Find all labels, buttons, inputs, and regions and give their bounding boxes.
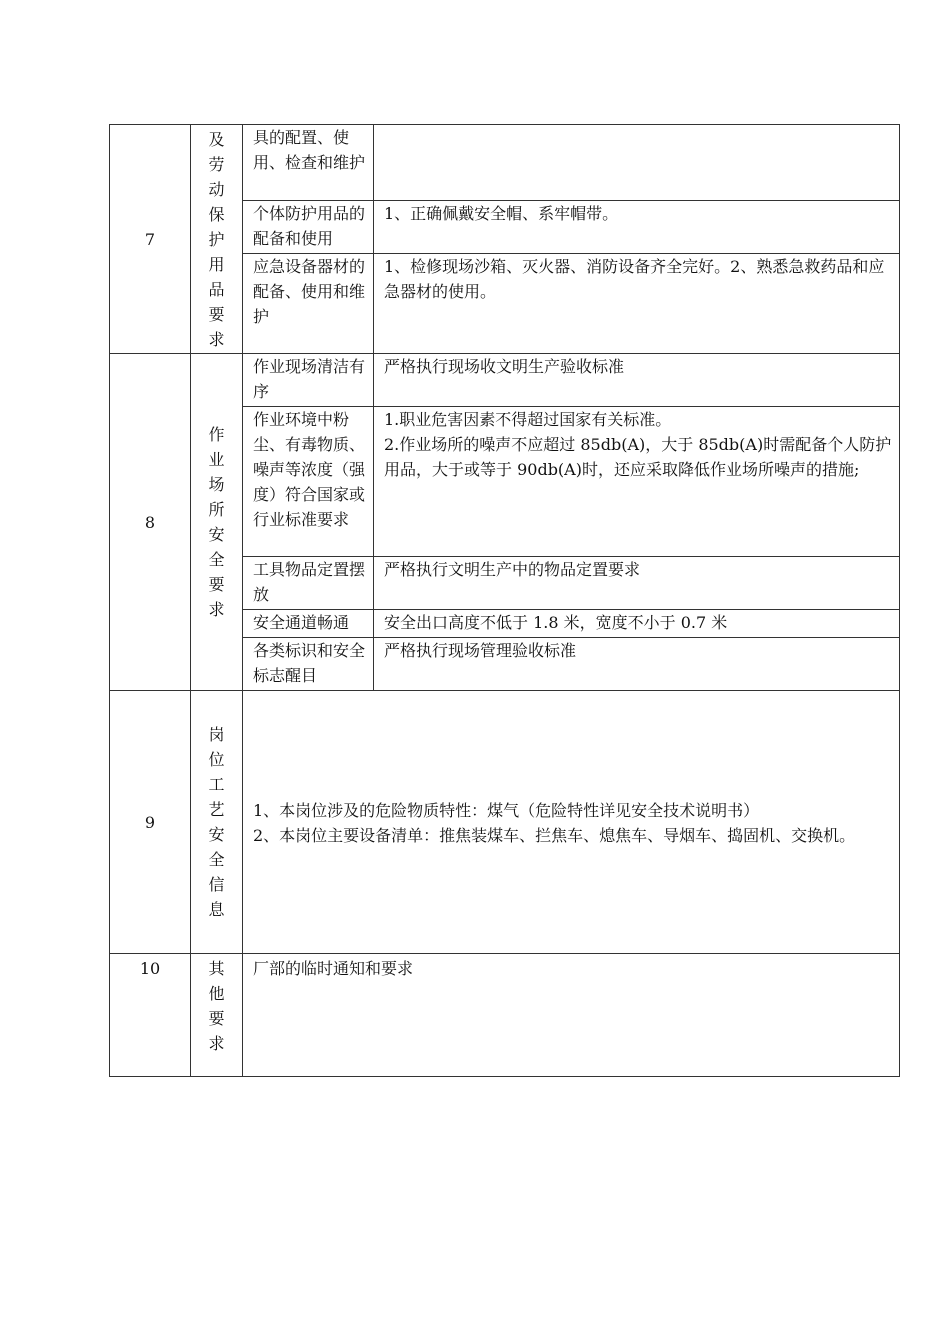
item-cell: 个体防护用品的配备和使用 (243, 201, 374, 254)
item-cell: 工具物品定置摆放 (243, 557, 374, 610)
table-row (110, 691, 900, 954)
item-cell: 安全通道畅通 (243, 610, 374, 638)
category-cell (191, 125, 243, 354)
item-cell: 作业现场清洁有序 (243, 354, 374, 407)
row-number: 8 (110, 354, 191, 691)
content-cell: 1、正确佩戴安全帽、系牢帽带。 (374, 201, 900, 254)
category-cell (191, 954, 243, 1077)
content-cell: 严格执行文明生产中的物品定置要求 (374, 557, 900, 610)
category-label: 作业场所安全要求 (208, 425, 225, 619)
content-cell: 1、检修现场沙箱、灭火器、消防设备齐全完好。2、熟悉急救药品和应急器材的使用。 (374, 254, 900, 354)
content-cell: 严格执行现场管理验收标准 (374, 638, 900, 691)
content-line: 2、本岗位主要设备清单：推焦装煤车、拦焦车、熄焦车、导烟车、捣固机、交换机。 (253, 826, 856, 845)
category-label: 其他要求 (208, 959, 225, 1053)
content-cell (243, 691, 900, 954)
item-cell: 作业环境中粉尘、有毒物质、噪声等浓度（强度）符合国家或行业标准要求 (243, 407, 374, 557)
category-label: 岗位工艺安全信息 (208, 725, 225, 919)
item-cell: 具的配置、使用、检查和维护 (243, 125, 374, 201)
content-cell (374, 125, 900, 201)
category-cell (191, 691, 243, 954)
row-number: 10 (110, 954, 191, 1077)
row-number: 7 (110, 125, 191, 354)
category-cell (191, 354, 243, 691)
row-number: 9 (110, 691, 191, 954)
content-line: 1、本岗位涉及的危险物质特性：煤气（危险特性详见安全技术说明书） (253, 801, 760, 820)
content-cell: 严格执行现场收文明生产验收标准 (374, 354, 900, 407)
content-cell (374, 407, 900, 557)
table-row (110, 125, 900, 201)
content-cell: 厂部的临时通知和要求 (243, 954, 900, 1077)
content-line: 1.职业危害因素不得超过国家有关标准。 (384, 410, 672, 429)
content-cell: 安全出口高度不低于 1.8 米，宽度不小于 0.7 米 (374, 610, 900, 638)
category-label: 及劳动保护用品要求 (208, 129, 225, 349)
item-cell: 各类标识和安全标志醒目 (243, 638, 374, 691)
table-row (110, 354, 900, 407)
safety-requirements-table (109, 124, 900, 1077)
table-row (110, 954, 900, 1077)
item-cell: 应急设备器材的配备、使用和维护 (243, 254, 374, 354)
content-line: 2.作业场所的噪声不应超过 85db(A)，大于 85db(A)时需配备个人防护用品，大于或等于 90db(A)时，还应采取降低作业场所噪声的措施; (384, 435, 892, 479)
